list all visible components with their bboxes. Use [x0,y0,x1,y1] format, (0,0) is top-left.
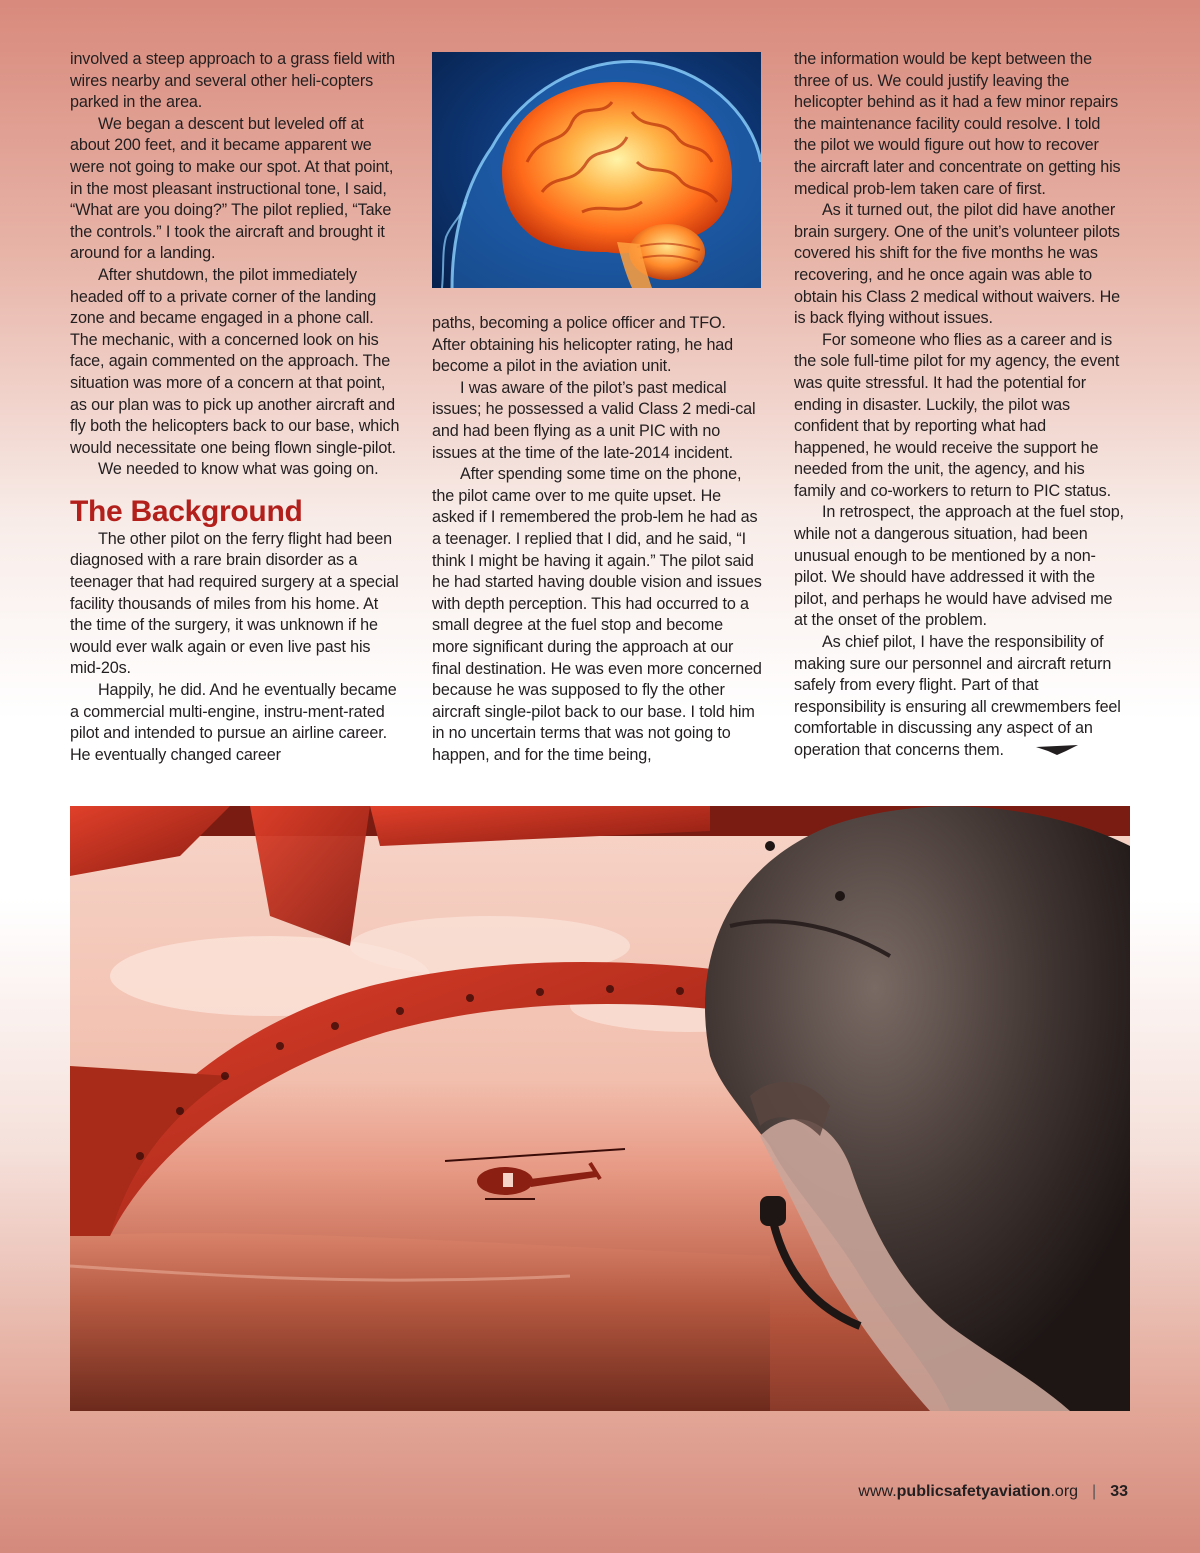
paragraph: We needed to know what was going on. [98,460,379,479]
cockpit-photo [70,806,1130,1411]
brain-illustration-graphic [432,52,761,288]
footer-url-domain: publicsafetyaviation [896,1483,1051,1500]
paragraph: Happily, he did. And he eventually became a commercial multi-engine, instru-ment-rated pilot and intended to pursue an airline career. He eventually changed career [70,681,397,764]
footer-url-suffix: .org [1050,1483,1079,1500]
wing-end-mark-icon [1008,740,1078,762]
page-number: 33 [1110,1483,1128,1500]
paragraph: We began a descent but leveled off at about 200 feet, and it became apparent we were not going to make our spot. At that point, in the most pleasant instructional tone, I said, “What are you doing?” The pilot replied, “Take the controls.” I took the aircraft and brought it around for a landing. [70,114,394,263]
section-heading: The Background [70,494,303,528]
paragraph: After shutdown, the pilot immediately headed off to a private corner of the landing zone and became engaged in a phone call. The mechanic, with a concerned look on his face, again commented on the approach. The situation was more of a concern at that point, as our plan was to pick up another aircraft and fly both the helicopters back to our base, which would necessitate one being flown single-pilot. [70,265,400,457]
article-column-3 [794,49,1124,762]
footer-separator: | [1092,1483,1097,1500]
paragraph-text: As chief pilot, I have the responsibility of making sure our personnel and aircraft return safely from every flight. Part of that responsibility is ensuring all crewmembers feel comfortable in discussing any aspect of an operation that concerns them. [794,633,1121,760]
paragraph: I was aware of the pilot’s past medical issues; he possessed a valid Class 2 medi-cal and had been flying as a unit PIC with no issues at the time of the late-2014 incident. [432,378,756,462]
paragraph: paths, becoming a police officer and TFO. After obtaining his helicopter rating, he had become a pilot in the aviation unit. [432,314,734,376]
article-column-1 [70,49,400,766]
paragraph: involved a steep approach to a grass field with wires nearby and several other heli-copters parked in the area. [70,50,395,112]
helicopter-silhouette [445,1149,625,1199]
paragraph: For someone who flies as a career and is the sole full-time pilot for my agency, the event was quite stressful. It had the potential for ending in disaster. Luckily, the pilot was confident that by reporting what had happened, he would receive the support he needed from the unit, the agency, and his family and co-workers to return to PIC status. [794,330,1120,500]
paragraph: The other pilot on the ferry flight had been diagnosed with a rare brain disorder as a teenager that had required surgery at a special facility thousands of miles from his home. At the time of the surgery, it was unknown if he would ever walk again or even live past his mid-20s. [70,529,399,678]
cockpit-photo-graphic [70,806,1130,1411]
paragraph: As it turned out, the pilot did have another brain surgery. One of the unit’s volunteer pilots covered his shift for the five months he was recovering, and he once again was able to obtain his Class 2 medical without waivers. He is back flying without issues. [794,201,1120,328]
paragraph: the information would be kept between the three of us. We could justify leaving the helicopter behind as it had a few minor repairs the maintenance facility could resolve. I told the pilot we would figure out how to recover the aircraft later and concentrate on getting his medical prob-lem taken care of first. [794,50,1121,198]
article-column-2 [432,313,762,766]
brain-illustration [432,52,761,288]
paragraph [794,632,1124,762]
page-footer [858,1483,1128,1501]
paragraph: In retrospect, the approach at the fuel stop, while not a dangerous situation, had been unusual enough to be mentioned by a non-pilot. We should have addressed it with the pilot, and perhaps he would have advised me at the onset of the problem. [794,503,1124,630]
footer-url-prefix: www. [858,1483,897,1500]
paragraph: After spending some time on the phone, the pilot came over to me quite upset. He asked if I remembered the prob-lem he had as a teenager. I replied that I did, and he said, “I think I might be having it again.” The pilot said he had started having double vision and issues with depth perception. This had occurred to a small degree at the fuel stop and become more significant during the approach at our final destination. He was even more concerned because he was supposed to fly the other aircraft single-pilot back to our base. I told him in no uncertain terms that was not going to happen, and for the time being, [432,465,762,764]
